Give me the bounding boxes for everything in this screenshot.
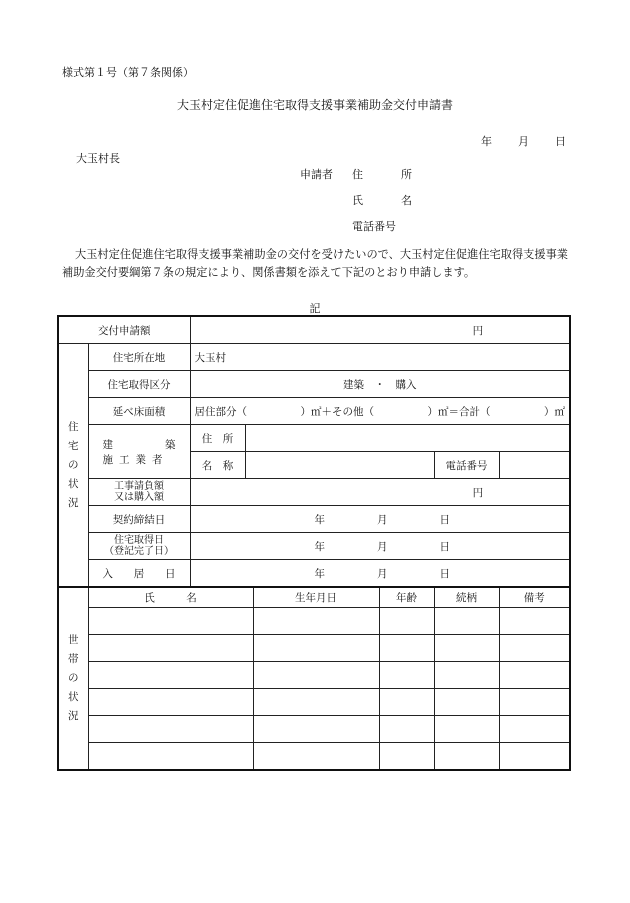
builder-phone-label: 電話番号: [434, 452, 499, 479]
applicant-role: 申請者: [300, 168, 333, 181]
applicant-address-label: 住 所: [352, 168, 412, 181]
household-birth-cell[interactable]: [253, 743, 379, 771]
acquisition-type-field[interactable]: 建築 ・ 購入: [190, 371, 570, 398]
household-notes-cell[interactable]: [499, 608, 570, 635]
household-relation-cell[interactable]: [434, 689, 499, 716]
household-notes-cell[interactable]: [499, 743, 570, 771]
move-in-date-field[interactable]: 年 月 日: [190, 560, 570, 588]
builder-address-label: 住 所: [190, 425, 245, 452]
household-notes-cell[interactable]: [499, 635, 570, 662]
acquisition-date-label: 住宅取得日 （登記完了日）: [88, 533, 190, 560]
addressee: 大玉村長: [76, 152, 120, 165]
household-birth-cell[interactable]: [253, 716, 379, 743]
household-row: [58, 743, 570, 771]
household-row: [58, 608, 570, 635]
date-month: 月: [518, 135, 529, 148]
household-age-cell[interactable]: [379, 635, 434, 662]
household-birth-cell[interactable]: [253, 608, 379, 635]
household-birth-cell[interactable]: [253, 689, 379, 716]
builder-name-field[interactable]: [245, 452, 434, 479]
contract-date-label: 契約締結日: [88, 506, 190, 533]
household-age-cell[interactable]: [379, 716, 434, 743]
date-year: 年: [481, 135, 492, 148]
household-birth-cell[interactable]: [253, 662, 379, 689]
document-title: 大玉村定住促進住宅取得支援事業補助金交付申請書: [176, 98, 453, 112]
col-age-header: 年齢: [379, 587, 434, 608]
applicant-name-label: 氏 名: [352, 194, 412, 207]
household-age-cell[interactable]: [379, 662, 434, 689]
contract-date-field[interactable]: 年 月 日: [190, 506, 570, 533]
household-row: [58, 662, 570, 689]
household-name-cell[interactable]: [88, 635, 253, 662]
applicant-block: [300, 166, 412, 244]
household-notes-cell[interactable]: [499, 716, 570, 743]
household-relation-cell[interactable]: [434, 662, 499, 689]
grant-amount-label: 交付申請額: [58, 316, 190, 344]
household-row: [58, 635, 570, 662]
date-day: 日: [555, 135, 566, 148]
contract-amount-label: 工事請負額 又は購入額: [88, 479, 190, 506]
col-name-header: 氏 名: [88, 587, 253, 608]
household-relation-cell[interactable]: [434, 743, 499, 771]
household-relation-cell[interactable]: [434, 608, 499, 635]
ki-marker: 記: [309, 302, 321, 315]
household-section-label: 世 帯 の 状 況: [58, 587, 88, 770]
household-notes-cell[interactable]: [499, 689, 570, 716]
location-field[interactable]: 大玉村: [190, 344, 570, 371]
household-row: [58, 689, 570, 716]
household-relation-cell[interactable]: [434, 635, 499, 662]
acquisition-type-label: 住宅取得区分: [88, 371, 190, 398]
floor-area-label: 延べ床面積: [88, 398, 190, 425]
move-in-date-label: 入 居 日: [88, 560, 190, 588]
builder-address-field[interactable]: [245, 425, 570, 452]
builder-label: 建 築 施工業者: [88, 425, 190, 479]
household-name-cell[interactable]: [88, 608, 253, 635]
applicant-phone-label: 電話番号: [352, 220, 396, 233]
household-age-cell[interactable]: [379, 743, 434, 771]
household-name-cell[interactable]: [88, 743, 253, 771]
location-label: 住宅所在地: [88, 344, 190, 371]
builder-name-label: 名 称: [190, 452, 245, 479]
household-age-cell[interactable]: [379, 608, 434, 635]
col-birth-header: 生年月日: [253, 587, 379, 608]
col-notes-header: 備考: [499, 587, 570, 608]
household-notes-cell[interactable]: [499, 662, 570, 689]
application-statement: 大玉村定住促進住宅取得支援事業補助金の交付を受けたいので、大玉村定住促進住宅取得支援事業補助金交付要綱第７条の規定により、関係書類を添えて下記のとおり申請します。: [62, 248, 568, 279]
col-relation-header: 続柄: [434, 587, 499, 608]
acquisition-date-field[interactable]: 年 月 日: [190, 533, 570, 560]
household-name-cell[interactable]: [88, 716, 253, 743]
floor-area-field[interactable]: 居住部分（ ）㎡＋その他（ ）㎡＝合計（ ）㎡: [190, 398, 570, 425]
form-label: 様式第１号（第７条関係）: [62, 66, 194, 79]
household-row: [58, 716, 570, 743]
household-birth-cell[interactable]: [253, 635, 379, 662]
housing-section-label: 住 宅 の 状 況: [58, 344, 88, 588]
household-age-cell[interactable]: [379, 689, 434, 716]
application-table: [57, 315, 571, 771]
household-name-cell[interactable]: [88, 662, 253, 689]
contract-amount-field[interactable]: 円: [190, 479, 570, 506]
household-name-cell[interactable]: [88, 689, 253, 716]
date-line: [481, 133, 566, 149]
builder-phone-field[interactable]: [499, 452, 570, 479]
household-relation-cell[interactable]: [434, 716, 499, 743]
grant-amount-field[interactable]: 円: [190, 316, 570, 344]
